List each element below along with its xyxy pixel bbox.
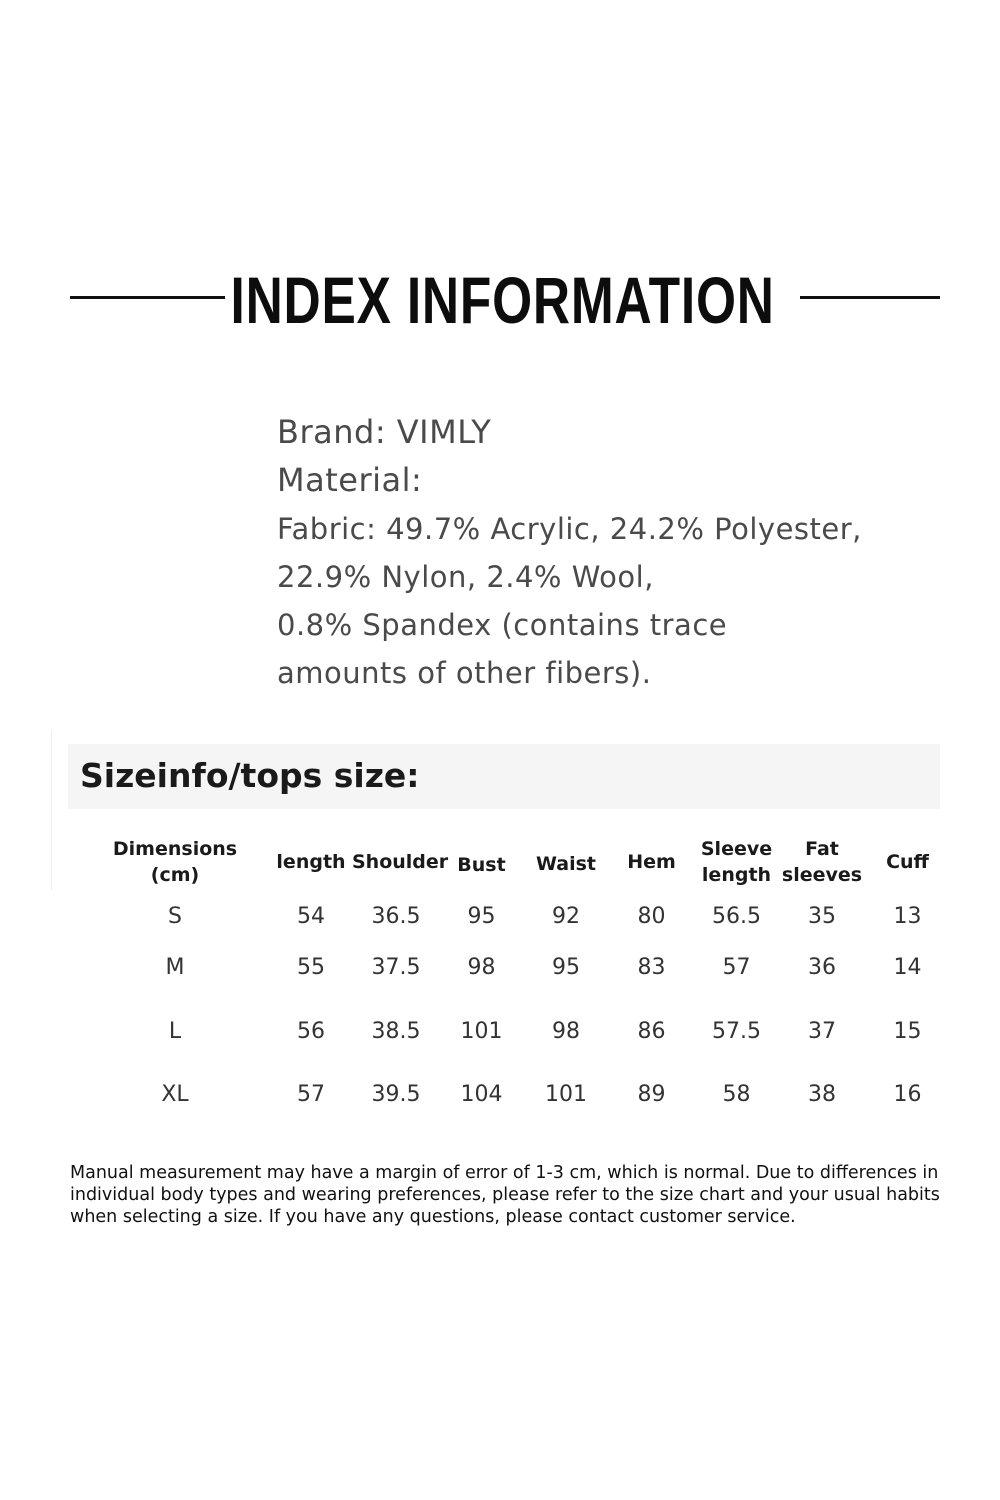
table-cell: 57 (297, 1082, 325, 1108)
material-label: Material: (277, 461, 423, 499)
size-table (80, 828, 950, 1127)
column-header-cuff: Cuff (886, 851, 929, 873)
table-cell: 98 (552, 1018, 580, 1044)
size-cell: XL (161, 1082, 189, 1108)
table-cell: 35 (808, 903, 836, 929)
size-chart-banner (68, 744, 940, 809)
table-cell: 95 (552, 955, 580, 981)
heading-divider-right (800, 296, 940, 299)
table-cell: 57.5 (712, 1018, 761, 1044)
table-cell: 38 (808, 1082, 836, 1108)
column-header-hem: Hem (627, 851, 676, 873)
table-cell: 83 (637, 955, 666, 981)
table-cell: 16 (893, 1082, 922, 1108)
table-cell: 92 (552, 903, 580, 929)
table-cell: 58 (722, 1082, 751, 1108)
table-cell: 38.5 (371, 1018, 421, 1044)
table-row (80, 896, 950, 936)
table-cell: 54 (297, 903, 325, 929)
size-cell: L (168, 1018, 182, 1044)
column-header-fat-sleeves: Fat sleeves (781, 838, 863, 886)
table-row (80, 1000, 950, 1064)
fabric-line: 22.9% Nylon, 2.4% Wool, (277, 560, 654, 594)
column-header-shoulder: Shoulder (352, 851, 449, 873)
page-title: INDEX INFORMATION (230, 263, 775, 337)
table-cell: 13 (893, 903, 922, 929)
table-cell: 37 (808, 1018, 836, 1044)
fabric-line: Fabric: 49.7% Acrylic, 24.2% Polyester, (277, 512, 862, 546)
fabric-line: 0.8% Spandex (contains trace (277, 608, 728, 642)
table-row (80, 936, 950, 1000)
table-cell: 80 (637, 903, 666, 929)
decorative-edge (51, 730, 52, 890)
column-header-waist: Waist (535, 853, 596, 875)
table-cell: 56 (297, 1018, 325, 1044)
table-row (80, 1063, 950, 1127)
table-cell: 39.5 (371, 1082, 421, 1108)
table-cell: 101 (460, 1018, 503, 1044)
table-cell: 98 (467, 955, 496, 981)
brand-text: Brand: VIMLY (277, 413, 492, 451)
table-cell: 15 (893, 1018, 922, 1044)
column-header-length: length (276, 851, 346, 873)
table-cell: 14 (893, 955, 922, 981)
table-cell: 89 (637, 1082, 666, 1108)
size-cell: M (165, 955, 185, 981)
table-cell: 56.5 (712, 903, 761, 929)
table-cell: 95 (467, 903, 496, 929)
product-info (277, 408, 937, 696)
table-cell: 37.5 (371, 955, 421, 981)
column-header-dimensions: Dimensions (cm) (112, 838, 238, 886)
column-header-bust: Bust (457, 854, 506, 876)
table-cell: 101 (545, 1082, 587, 1108)
size-chart-title: Sizeinfo/tops size: (80, 756, 420, 795)
fabric-line: amounts of other fibers). (277, 656, 652, 690)
column-header-sleeve-length: Sleeve length (700, 838, 773, 886)
table-cell: 57 (722, 955, 751, 981)
table-cell: 86 (637, 1018, 666, 1044)
table-cell: 104 (460, 1082, 503, 1108)
table-cell: 55 (297, 955, 325, 981)
measurement-note: Manual measurement may have a margin of error of 1-3 cm, which is normal. Due to differences in individual body types and wearing preferences, please refer to the size chart and your usual habits when selecting a size. If you have any questions, please contact customer service. (70, 1163, 940, 1227)
size-cell: S (168, 903, 182, 929)
table-cell: 36 (808, 955, 836, 981)
size-table-header-row (80, 828, 950, 896)
table-cell: 36.5 (371, 903, 421, 929)
